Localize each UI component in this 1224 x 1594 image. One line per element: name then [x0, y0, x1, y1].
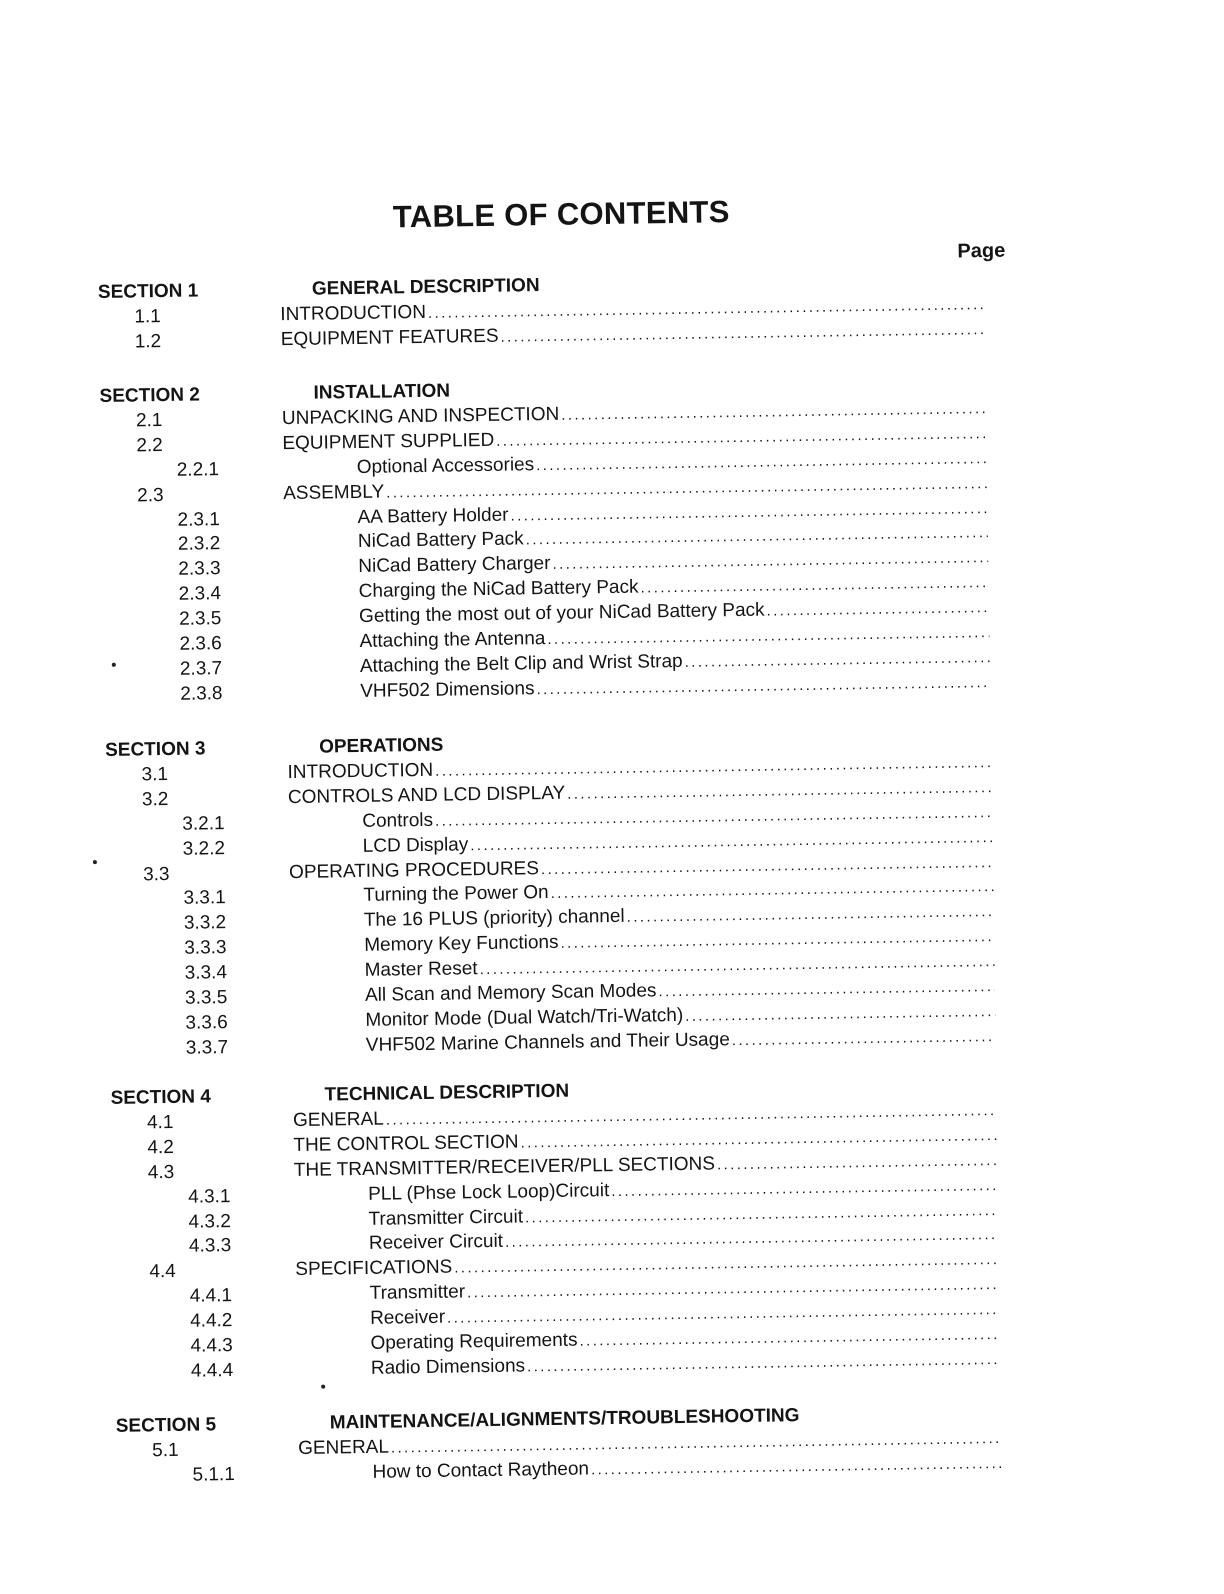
entry-number: 2.3.4 [178, 583, 222, 605]
entry-title[interactable]: Charging the NiCad Battery Pack [358, 576, 639, 603]
entry-title[interactable]: All Scan and Memory Scan Modes [364, 980, 657, 1006]
entry-title[interactable]: NiCad Battery Charger [358, 553, 551, 578]
entry-title[interactable]: Optional Accessories [356, 453, 535, 478]
entry-title[interactable]: NiCad Battery Pack [357, 528, 524, 553]
stray-mark [93, 860, 97, 864]
entry-number: 2.3.2 [177, 533, 221, 556]
stray-mark [321, 1385, 325, 1389]
entry-title[interactable]: AA Battery Holder [357, 504, 509, 528]
entry-title[interactable]: Getting the most out of your NiCad Battery Pack [358, 599, 765, 628]
entry-title[interactable]: Turning the Power On [363, 882, 549, 907]
section-number: SECTION 5 [115, 1414, 217, 1437]
entry-number: 4.4 [149, 1261, 176, 1283]
entry-number: 2.3.6 [179, 633, 222, 655]
entry-title[interactable]: UNPACKING AND INSPECTION [281, 403, 560, 430]
section-number: SECTION 1 [97, 280, 199, 304]
entry-number: 4.3.3 [188, 1235, 232, 1258]
entry-title[interactable]: Attaching the Belt Clip and Wrist Strap [359, 650, 683, 677]
entry-title[interactable]: Master Reset [364, 958, 478, 981]
entry-number: 4.3 [147, 1161, 175, 1184]
dot-leader [500, 317, 985, 350]
entry-title[interactable]: INTRODUCTION [287, 759, 434, 783]
entry-title[interactable]: ASSEMBLY [282, 481, 385, 504]
section-heading: OPERATIONS [318, 734, 444, 758]
entry-title[interactable]: The 16 PLUS (priority) channel [363, 906, 625, 932]
page-column-header: Page [957, 239, 1006, 263]
entry-number: 5.1 [151, 1439, 179, 1462]
entry-number: 5.1.1 [192, 1463, 235, 1486]
entry-title[interactable]: VHF502 Marine Channels and Their Usage [365, 1028, 730, 1056]
section-heading: MAINTENANCE/ALIGNMENTS/TROUBLESHOOTING [329, 1405, 800, 1434]
entry-number: 1.2 [134, 330, 162, 353]
entry-number: 3.1 [141, 763, 169, 786]
entry-number: 2.3.1 [177, 508, 220, 531]
entry-title[interactable]: EQUIPMENT FEATURES [280, 325, 499, 350]
section-heading: INSTALLATION [313, 380, 451, 404]
dot-leader [732, 1024, 996, 1053]
entry-title[interactable]: Operating Requirements [370, 1329, 578, 1354]
entry-title[interactable]: INTRODUCTION [280, 301, 427, 326]
entry-number: 4.4.3 [190, 1335, 233, 1357]
entry-number: 3.3.1 [183, 887, 226, 910]
entry-number: 3.3.2 [183, 912, 227, 935]
stray-mark [112, 663, 116, 667]
entry-number: 3.3.4 [184, 962, 228, 984]
dot-leader [536, 670, 990, 702]
entry-title[interactable]: THE TRANSMITTER/RECEIVER/PLL SECTIONS [293, 1153, 716, 1181]
entry-title[interactable]: THE CONTROL SECTION [293, 1131, 519, 1156]
entry-number: 2.3 [136, 484, 164, 507]
entry-title[interactable]: PLL (Phse Lock Loop)Circuit [367, 1179, 610, 1205]
entry-number: 2.2.1 [176, 458, 220, 481]
section-number: SECTION 3 [104, 738, 206, 761]
entry-number: 3.3.3 [184, 937, 227, 959]
entry-number: 2.3.7 [179, 657, 223, 680]
entry-title[interactable]: Transmitter [369, 1281, 466, 1305]
page-title: TABLE OF CONTENTS [392, 194, 730, 235]
section-number: SECTION 2 [99, 384, 201, 407]
entry-title[interactable]: Controls [362, 809, 434, 832]
entry-title[interactable]: CONTROLS AND LCD DISPLAY [287, 782, 566, 808]
entry-number: 3.2.1 [182, 812, 225, 835]
entry-title[interactable]: Monitor Mode (Dual Watch/Tri-Watch) [365, 1004, 684, 1031]
dot-leader [591, 1451, 1003, 1482]
entry-title[interactable]: Transmitter Circuit [368, 1205, 524, 1230]
entry-number: 2.2 [136, 434, 163, 457]
entry-title[interactable]: Receiver Circuit [368, 1231, 504, 1255]
entry-number: 4.4.1 [189, 1285, 233, 1307]
entry-title[interactable]: LCD Display [362, 833, 469, 857]
entry-number: 3.3.7 [185, 1036, 229, 1059]
section-number: SECTION 4 [110, 1086, 212, 1109]
dot-leader [527, 1347, 1001, 1379]
entry-number: 3.3 [142, 863, 170, 885]
entry-number: 2.3.3 [178, 558, 221, 581]
entry-number: 2.3.5 [178, 608, 222, 630]
entry-title[interactable]: EQUIPMENT SUPPLIED [282, 429, 495, 454]
entry-title[interactable]: Receiver [369, 1306, 446, 1329]
entry-title[interactable]: How to Contact Raytheon [372, 1458, 590, 1483]
entry-title[interactable]: Attaching the Antenna [359, 628, 546, 652]
entry-title[interactable]: OPERATING PROCEDURES [288, 857, 540, 883]
entry-number: 3.3.5 [184, 987, 228, 1009]
entry-title[interactable]: Memory Key Functions [364, 932, 559, 957]
entry-number: 2.3.8 [180, 682, 223, 705]
entry-number: 4.3.1 [188, 1185, 231, 1208]
section-heading: TECHNICAL DESCRIPTION [324, 1080, 570, 1106]
entry-number: 3.3.6 [185, 1011, 228, 1034]
entry-number: 2.1 [135, 409, 163, 432]
entry-number: 3.2 [141, 788, 169, 811]
entry-number: 4.3.2 [188, 1210, 231, 1233]
entry-title[interactable]: GENERAL [292, 1108, 384, 1131]
entry-number: 4.2 [147, 1136, 174, 1159]
entry-number: 1.1 [134, 305, 161, 328]
entry-title[interactable]: SPECIFICATIONS [295, 1256, 453, 1281]
section-heading: GENERAL DESCRIPTION [311, 275, 540, 300]
entry-number: 4.1 [146, 1111, 174, 1134]
entry-title[interactable]: VHF502 Dimensions [360, 678, 535, 702]
entry-number: 4.4.2 [189, 1310, 233, 1332]
entry-title[interactable]: GENERAL [297, 1436, 390, 1459]
entry-title[interactable]: Radio Dimensions [370, 1355, 526, 1379]
entry-number: 3.2.2 [182, 837, 226, 860]
entry-number: 4.4.4 [190, 1359, 234, 1382]
